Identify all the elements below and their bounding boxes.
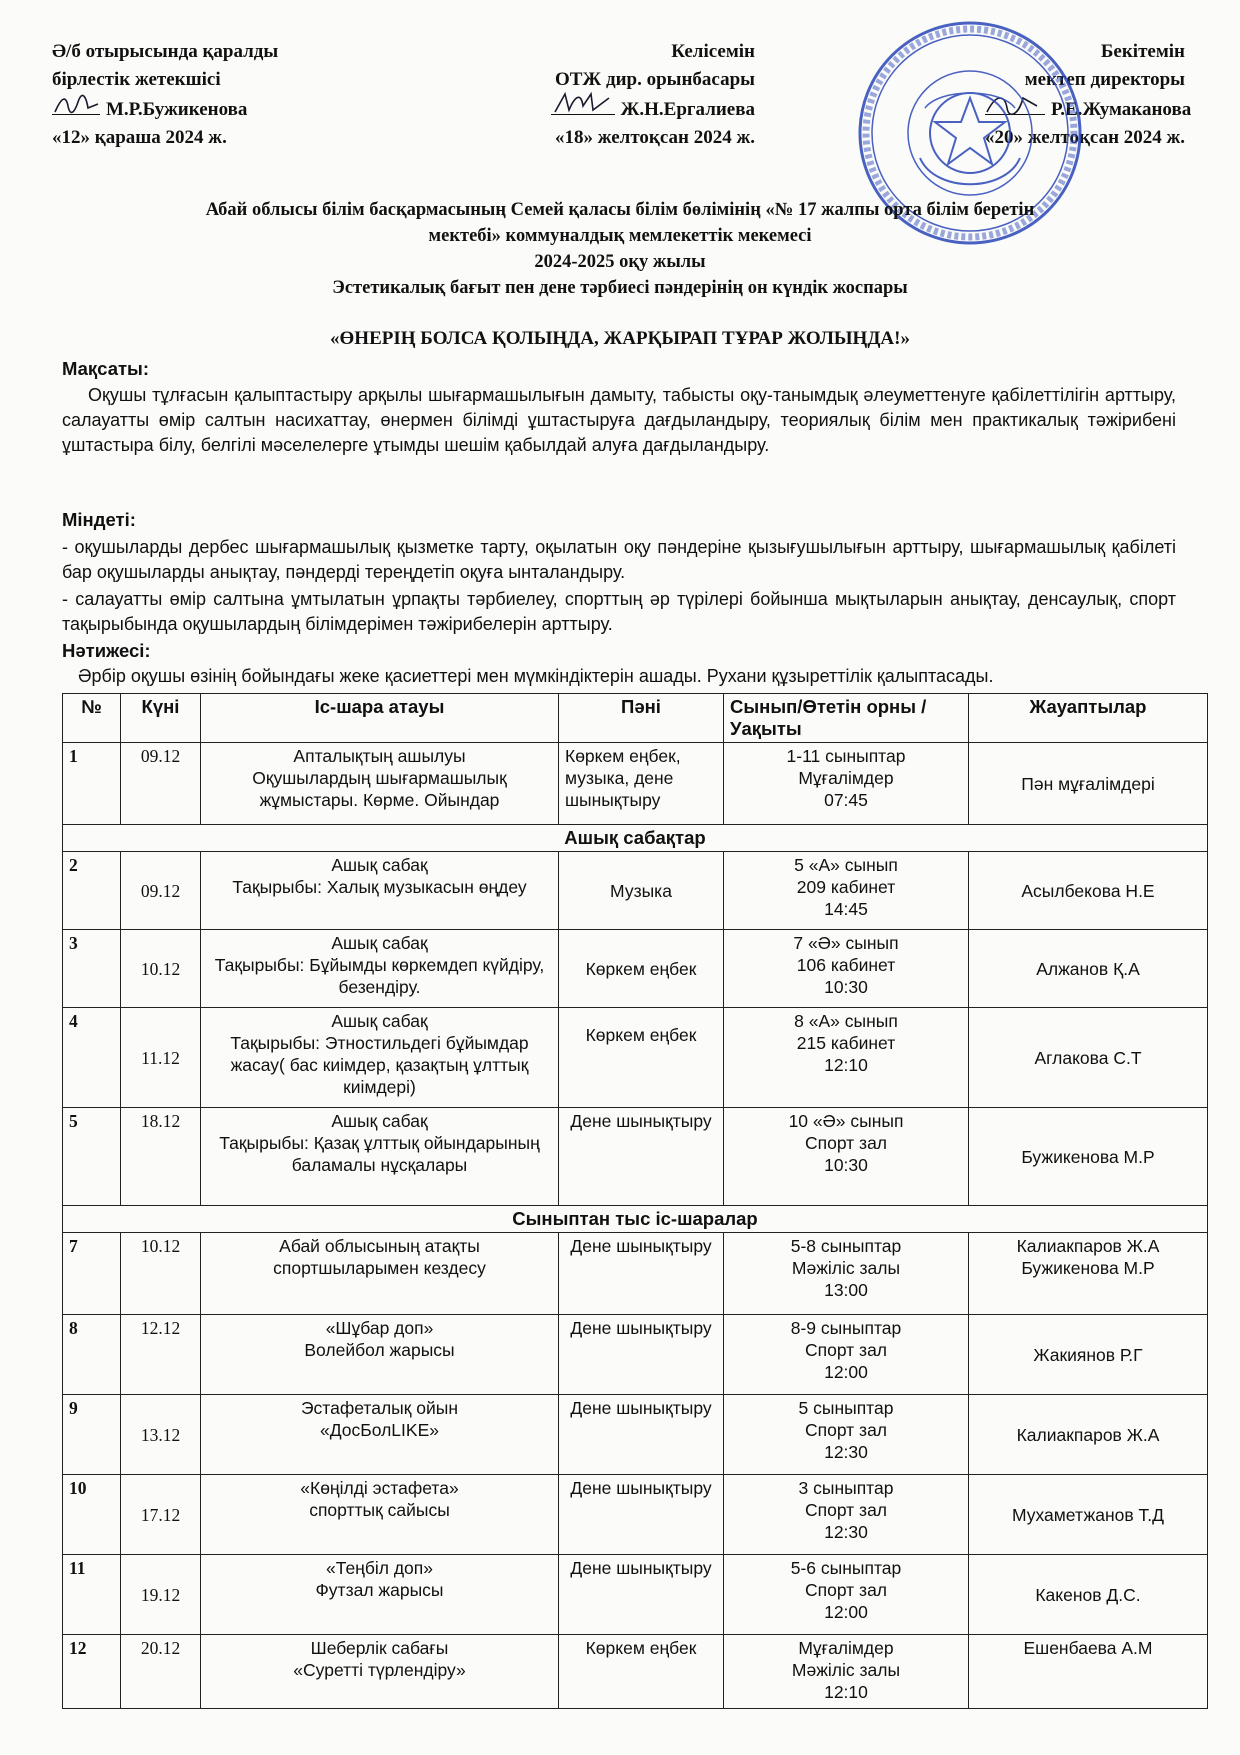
row-responsible: Асылбекова Н.Е — [969, 852, 1208, 930]
row-no: 2 — [63, 852, 121, 930]
row-responsible: Ешенбаева А.М — [969, 1635, 1208, 1709]
section-open-lessons: Ашық сабақтар — [63, 825, 1208, 852]
tasks-item-1: - оқушыларды дербес шығармашылық қызметке тарту, оқылатын оқу пәндеріне қызығушылығын арттыру, шығармашылық қабілеті бар оқушыларды анықтау, пәндерді тереңдетіп оқуға ынталандыру. — [62, 537, 1176, 582]
table-row — [63, 1008, 1208, 1108]
row-subject: Көркем еңбек — [559, 1635, 724, 1709]
header-place: Сынып/Өтетін орны / Уақыты — [724, 694, 969, 743]
row-event: Ашық сабақ Тақырыбы: Қазақ ұлттық ойындарының баламалы нұсқалары — [201, 1108, 559, 1206]
row-no: 8 — [63, 1315, 121, 1395]
row-event: Эстафеталық ойын «ДосБолLIKE» — [201, 1395, 559, 1475]
row-responsible: Алжанов Қ.А — [969, 930, 1208, 1008]
header-middle-line2: ОТЖ дир. орынбасары — [554, 69, 755, 90]
section-row — [63, 825, 1208, 852]
row-place: 10 «Ә» сынып Спорт зал 10:30 — [724, 1108, 969, 1206]
row-date: 12.12 — [121, 1315, 201, 1395]
table-row — [63, 852, 1208, 930]
goal-label: Мақсаты: — [62, 358, 150, 379]
row-date: 09.12 — [121, 743, 201, 825]
header-date: Күні — [121, 694, 201, 743]
table-row — [63, 1395, 1208, 1475]
row-date: 09.12 — [121, 852, 201, 930]
table-row — [63, 743, 1208, 825]
row-event: Абай облысының атақты спортшыларымен кездесу — [201, 1233, 559, 1315]
section-row — [63, 1206, 1208, 1233]
row-subject: Дене шынықтыру — [559, 1108, 724, 1206]
tasks-item-2: - салауатты өмір салтына ұмтылатын ұрпақты тәрбиелеу, спорттың әр түрілері бойынша мықтыларын анықтау, денсаулық, спорт тақырыбында оқушылардың білімдерімен тәжірибелерін арттыру. — [62, 589, 1176, 634]
row-event: Ашық сабақ Тақырыбы: Халық музыкасын өңдеу — [201, 852, 559, 930]
table-row — [63, 1315, 1208, 1395]
goal-text: Оқушы тұлғасын қалыптастыру арқылы шығармашылығын дамыту, табысты оқу-танымдық әлеуметтенуге қабілеттілігін арттыру, салауатты өмір салтын насихаттау, өнермен білімді ұштастыруға дағдыландыру, теориялық білім мен практикалық тәжірибені ұштастыра білу, белгілі мәселелерге ұтымды шешім қабылдай алуға дағдыландыру. — [62, 385, 1176, 455]
signature-icon — [52, 94, 100, 115]
row-responsible: Мухаметжанов Т.Д — [969, 1475, 1208, 1555]
row-no: 5 — [63, 1108, 121, 1206]
table-row — [63, 930, 1208, 1008]
header-left — [52, 38, 278, 152]
section-extracurricular: Сыныптан тыс іс-шаралар — [63, 1206, 1208, 1233]
row-place: 1-11 сыныптар Мұғалімдер 07:45 — [724, 743, 969, 825]
header-right-line1: Бекітемін — [1100, 41, 1185, 62]
table-header-row — [63, 694, 1208, 743]
row-subject: Дене шынықтыру — [559, 1555, 724, 1635]
header-middle-name: Ж.Н.Ергалиева — [620, 99, 755, 120]
row-subject: Дене шынықтыру — [559, 1233, 724, 1315]
plan-table — [62, 693, 1208, 1709]
row-subject: Көркем еңбек — [559, 1008, 724, 1108]
row-responsible: Жакиянов Р.Г — [969, 1315, 1208, 1395]
row-responsible: Какенов Д.С. — [969, 1555, 1208, 1635]
row-responsible: Калиакпаров Ж.А Бужикенова М.Р — [969, 1233, 1208, 1315]
row-date: 20.12 — [121, 1635, 201, 1709]
org-line1: Абай облысы білім басқармасының Семей қаласы білім бөлімінің «№ 17 жалпы орта білім беретін — [205, 200, 1035, 220]
signature-icon — [551, 94, 615, 115]
row-date: 11.12 — [121, 1008, 201, 1108]
row-place: 5 «А» сынып 209 кабинет 14:45 — [724, 852, 969, 930]
row-no: 1 — [63, 743, 121, 825]
table-row — [63, 1475, 1208, 1555]
row-no: 4 — [63, 1008, 121, 1108]
row-place: 5 сыныптар Спорт зал 12:30 — [724, 1395, 969, 1475]
table-row — [63, 1108, 1208, 1206]
row-no: 3 — [63, 930, 121, 1008]
row-place: Мұғалімдер Мәжіліс залы 12:10 — [724, 1635, 969, 1709]
header-left-date: «12» қараша 2024 ж. — [52, 127, 227, 148]
row-no: 11 — [63, 1555, 121, 1635]
academic-year: 2024-2025 оқу жылы — [534, 252, 706, 272]
row-subject: Көркем еңбек, музыка, дене шынықтыру — [559, 743, 724, 825]
row-date: 19.12 — [121, 1555, 201, 1635]
header-middle-line1: Келісемін — [671, 41, 755, 62]
header-middle-date: «18» желтоқсан 2024 ж. — [554, 127, 755, 148]
org-line2: мектебі» коммуналдық мемлекеттік мекемесі — [428, 226, 812, 246]
row-event: Ашық сабақ Тақырыбы: Бұйымды көркемдеп күйдіру, безендіру. — [201, 930, 559, 1008]
row-event: Апталықтың ашылуы Оқушылардың шығармашылық жұмыстары. Көрме. Ойындар — [201, 743, 559, 825]
title-block — [60, 197, 1180, 301]
header-right-date: «20» желтоқсан 2024 ж. — [985, 127, 1186, 148]
row-responsible: Аглакова С.Т — [969, 1008, 1208, 1108]
header-no: № — [63, 694, 121, 743]
header-left-line1: Ә/б отырысында қаралды — [52, 41, 279, 62]
row-date: 18.12 — [121, 1108, 201, 1206]
table-row — [63, 1555, 1208, 1635]
header-middle — [505, 38, 755, 152]
row-date: 17.12 — [121, 1475, 201, 1555]
row-subject: Көркем еңбек — [559, 930, 724, 1008]
row-event: «Шұбар доп» Волейбол жарысы — [201, 1315, 559, 1395]
plan-title: Эстетикалық бағыт пен дене тәрбиесі пәндерінің он күндік жоспары — [332, 278, 908, 298]
row-place: 7 «Ә» сынып 106 кабинет 10:30 — [724, 930, 969, 1008]
row-no: 9 — [63, 1395, 121, 1475]
motto: «ӨНЕРІҢ БОЛСА ҚОЛЫҢДА, ЖАРҚЫРАП ТҰРАР ЖОЛЫҢДА!» — [330, 328, 910, 349]
row-no: 10 — [63, 1475, 121, 1555]
row-no: 7 — [63, 1233, 121, 1315]
row-event: «Көңілді эстафета» спорттық сайысы — [201, 1475, 559, 1555]
row-no: 12 — [63, 1635, 121, 1709]
row-responsible: Пән мұғалімдері — [969, 743, 1208, 825]
header-event: Іс-шара атауы — [201, 694, 559, 743]
row-subject: Дене шынықтыру — [559, 1475, 724, 1555]
row-place: 3 сыныптар Спорт зал 12:30 — [724, 1475, 969, 1555]
row-event: Ашық сабақ Тақырыбы: Этностильдегі бұйымдар жасау( бас киімдер, қазақтың ұлттық киімдері) — [201, 1008, 559, 1108]
tasks-label: Міндеті: — [62, 509, 136, 530]
header-left-name: М.Р.Бужикенова — [106, 99, 248, 120]
row-subject: Дене шынықтыру — [559, 1395, 724, 1475]
row-place: 5-6 сыныптар Спорт зал 12:00 — [724, 1555, 969, 1635]
result-label: Нәтижесі: — [62, 640, 151, 661]
row-place: 5-8 сыныптар Мәжіліс залы 13:00 — [724, 1233, 969, 1315]
row-date: 10.12 — [121, 930, 201, 1008]
table-row — [63, 1233, 1208, 1315]
row-responsible: Бужикенова М.Р — [969, 1108, 1208, 1206]
row-date: 10.12 — [121, 1233, 201, 1315]
header-responsible: Жауаптылар — [969, 694, 1208, 743]
table-row — [63, 1635, 1208, 1709]
row-subject: Дене шынықтыру — [559, 1315, 724, 1395]
header-subject: Пәні — [559, 694, 724, 743]
row-place: 8-9 сыныптар Спорт зал 12:00 — [724, 1315, 969, 1395]
header-right-name: Р.Е.Жумаканова — [1051, 99, 1192, 120]
header-left-line2: бірлестік жетекшісі — [52, 69, 221, 90]
row-event: Шеберлік сабағы «Суретті түрлендіру» — [201, 1635, 559, 1709]
row-place: 8 «А» сынып 215 кабинет 12:10 — [724, 1008, 969, 1108]
row-event: «Теңбіл доп» Футзал жарысы — [201, 1555, 559, 1635]
row-date: 13.12 — [121, 1395, 201, 1475]
header-right-line2: мектеп директоры — [1024, 69, 1185, 90]
result-text: Әрбір оқушы өзінің бойындағы жеке қасиеттері мен мүмкіндіктерін ашады. Рухани құзыреттілік қалыптасады. — [78, 666, 994, 686]
row-responsible: Калиакпаров Ж.А — [969, 1395, 1208, 1475]
row-subject: Музыка — [559, 852, 724, 930]
